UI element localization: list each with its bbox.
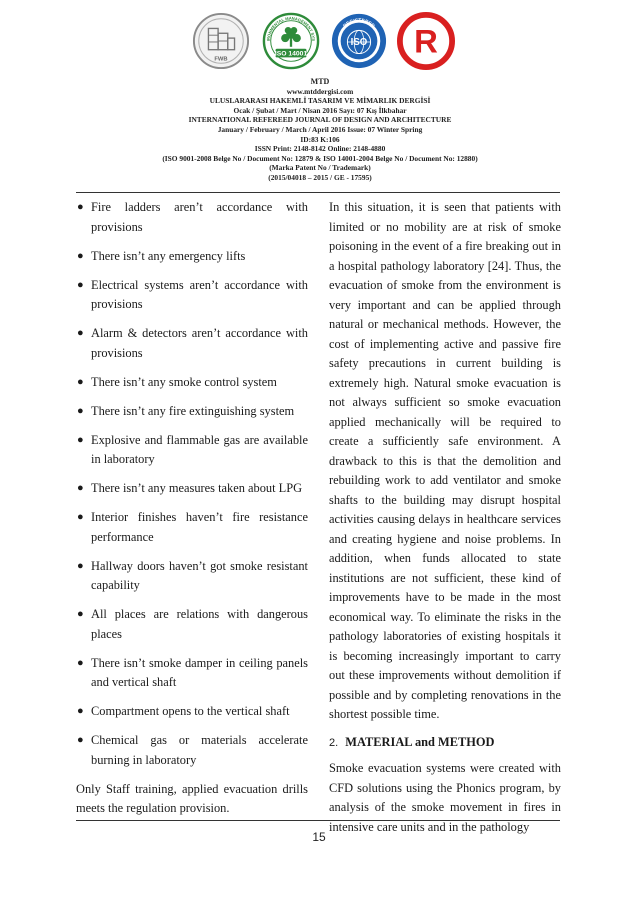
bullet-icon: ● <box>77 201 84 213</box>
right-column <box>329 198 561 837</box>
section-title: MATERIAL and METHOD <box>345 734 495 749</box>
list-item-text: Electrical systems aren’t accordance with provisions <box>91 277 308 311</box>
bullet-icon: ● <box>77 705 84 717</box>
deficiency-list <box>76 198 308 770</box>
certification-logos <box>0 12 638 74</box>
bullet-icon: ● <box>77 559 84 572</box>
list-item <box>76 276 308 315</box>
iso-14001-tree-logo-icon <box>262 12 320 70</box>
bullet-icon: ● <box>77 278 84 291</box>
bullet-icon: ● <box>77 327 84 339</box>
list-item-text: Compartment opens to the vertical shaft <box>91 704 290 718</box>
list-item <box>76 402 308 422</box>
section-heading <box>329 733 561 754</box>
list-item <box>76 731 308 770</box>
body-paragraph-2: Smoke evacuation systems were created with CFD solutions using the Phonics program, by analysis of the smoke movement in fires in intensive care units and in the pathology <box>329 761 561 834</box>
registered-trademark-icon <box>397 12 455 70</box>
bullet-icon: ● <box>77 482 84 494</box>
list-item <box>76 373 308 393</box>
bullet-icon: ● <box>77 404 84 417</box>
list-item-text: Hallway doors haven’t got smoke resistant capability <box>91 558 308 592</box>
fwb-logo-text: FWB <box>214 56 228 63</box>
body-paragraph-1: In this situation, it is seen that patients with limited or no mobility are at risk of smoke poisoning in the event of a fire breaking out in a hospital pathology laboratory [24]. Thus, the evacuation of smoke from the environment is very important and can be applied through natural or mechanical methods. However, the cost of implementing active and passive fire safety precautions in current building is extremely high. Natural smoke evacuation is not always sufficient so smoke evacuation applied mechanically will be required to create a sufficiently safe environment. A drawback to this is that the demolition and rebuilding work to add ventilator and smoke shafts to the building may disrupt hospital activities causing delays in healthcare services and creating hygiene and noise problems. In addition, when funds allocated to state institutions are not sufficient, these kind of improvements have to be made in the most economical way. To eliminate the risks in the pathology laboratories of existing hospitals it is becoming increasingly important to carry out these improvements without demolition if possible and by completing renovations in the shortest possible time. <box>329 200 561 721</box>
journal-issue-tr: Ocak / Şubat / Mart / Nisan 2016 Sayı: 07 Kış İlkbahar <box>233 105 407 115</box>
journal-title-tr: ULUSLARARASI HAKEMLİ TASARIM VE MİMARLIK DERGİSİ <box>209 96 431 106</box>
bullet-icon: ● <box>77 608 84 620</box>
list-item-text: There isn’t any emergency lifts <box>91 248 246 263</box>
bullet-icon: ● <box>77 375 84 388</box>
registered-trademark-letter: R <box>414 22 438 60</box>
list-item <box>76 431 308 470</box>
iso-14001-ring-text: IRONMENTAL MANAGEMENT SYS <box>265 15 317 42</box>
journal-abbreviation: MTD <box>310 77 330 86</box>
bullet-icon: ● <box>77 249 84 262</box>
bullet-icon: ● <box>77 734 84 746</box>
list-item <box>76 198 308 237</box>
iso-14001-logo-text: ISO 14001 <box>274 50 308 58</box>
journal-issn: ISSN Print: 2148-8142 Online: 2148-4880 <box>254 144 386 154</box>
footer-divider <box>76 820 560 821</box>
list-item-text: There isn’t any measures taken about LPG <box>91 481 303 495</box>
list-item <box>76 247 308 267</box>
journal-title-en: INTERNATIONAL REFEREED JOURNAL OF DESIGN AND ARCHITECTURE <box>188 115 452 125</box>
journal-document-numbers: (ISO 9001-2008 Belge No / Document No: 12879 & ISO 14001-2004 Belge No / Document No: 12880) <box>162 153 478 163</box>
list-item-text: Chemical gas or materials accelerate burning in laboratory <box>91 733 308 767</box>
list-item-text: There isn’t any smoke control system <box>91 374 277 389</box>
list-item <box>76 508 308 547</box>
list-item-text: Fire ladders aren’t accordance with provisions <box>91 200 308 234</box>
list-item-text: Explosive and flammable gas are available in laboratory <box>91 432 308 466</box>
list-item <box>76 702 308 722</box>
bullet-icon: ● <box>77 433 84 446</box>
list-item-text: There isn’t smoke damper in ceiling panels and vertical shaft <box>91 655 308 689</box>
journal-issue-en: January / February / March / April 2016 Issue: 07 Winter Spring <box>217 124 423 134</box>
journal-header <box>60 77 580 183</box>
list-item <box>76 324 308 363</box>
header-divider <box>76 192 560 193</box>
list-item-text: Interior finishes haven’t fire resistance performance <box>91 510 308 544</box>
fwb-building-logo-icon <box>192 12 250 70</box>
journal-ids: ID:83 K:106 <box>300 134 340 144</box>
page-number: 15 <box>312 830 326 844</box>
list-item <box>76 605 308 644</box>
journal-patent-number: (2015/04018 – 2015 / GE - 17595) <box>268 172 372 182</box>
list-item <box>76 557 308 596</box>
bullet-icon: ● <box>77 511 84 523</box>
iso-registered-ring-text: REGISTERED <box>342 18 376 30</box>
journal-patent: (Marka Patent No / Trademark) <box>269 163 371 173</box>
left-column <box>76 198 308 819</box>
iso-registered-logo-text: ISO <box>350 36 368 48</box>
iso-registered-logo-icon <box>330 12 388 70</box>
bullet-icon: ● <box>77 656 84 669</box>
closing-paragraph: Only Staff training, applied evacuation drills meets the regulation provision. <box>76 781 308 815</box>
list-item-text: Alarm & detectors aren’t accordance with provisions <box>91 326 308 360</box>
list-item-text: There isn’t any fire extinguishing system <box>91 403 295 418</box>
journal-website: www.mtddergisi.com <box>286 86 354 96</box>
list-item <box>76 479 308 499</box>
list-item <box>76 654 308 693</box>
list-item-text: All places are relations with dangerous places <box>91 607 308 641</box>
section-number: 2. <box>329 736 339 749</box>
